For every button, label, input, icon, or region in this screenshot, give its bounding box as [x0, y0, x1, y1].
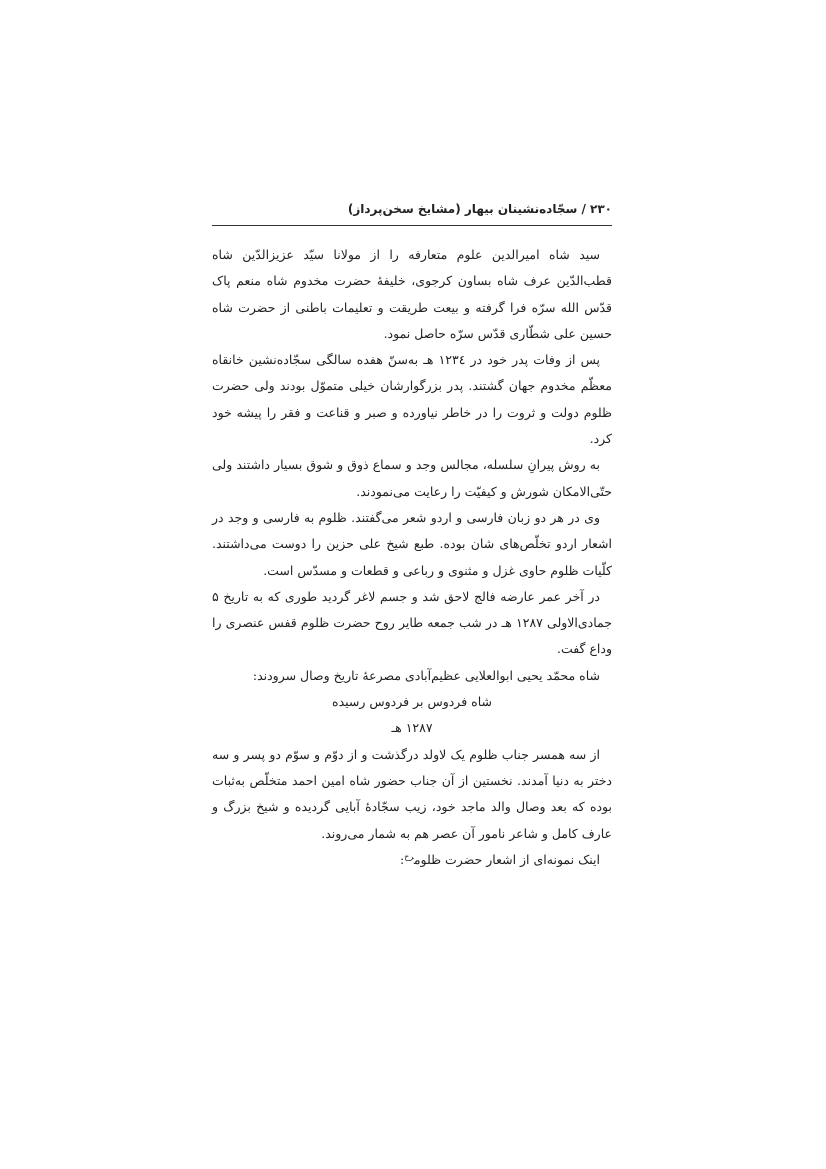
paragraph: به روش پیرانِ سلسله، مجالس وجد و سماع ذوق و شوق بسیار داشتند ولی حتّی‌الامکان شورش و کیفیّت را رعایت می‌نمودند. — [212, 457, 612, 499]
honorific-superscript: رح — [404, 851, 414, 861]
paragraph: از سه همسر جناب ظلوم یک لاولد درگذشت و از دوّم و سوّم دو پسر و سه دختر به دنیا آمدند. نخستین از آن جناب حضور شاه امین احمد متخلّص به‌ثبات بوده که بعد وصال والد ماجد خود، زیب سجّادهٔ آبایی گردیده و شیخ بزرگ و عارف کامل و شاعر نامور آن عصر هم به شمار می‌روند. — [212, 746, 612, 841]
paragraph: در آخر عمر عارضه فالج لاحق شد و جسم لاغر گردید طوری که به تاریخ ۵ جمادی‌الاولی ۱۲۸۷ هـ در شب جمعه طایر روح حضرت ظلوم قفس عنصری را وداع گفت. — [212, 588, 612, 657]
paragraph: شاه محمّد یحیی ابوالعلایی عظیم‌آبادی مصرعهٔ تاریخ وصال سرودند: — [252, 667, 600, 683]
closing-line — [212, 847, 612, 873]
body-text — [212, 242, 612, 873]
closing-text: اینک نمونه‌ای از اشعار حضرت ظلوم — [413, 851, 600, 867]
verse-line: شاه فردوس بر فردوس رسیده — [332, 694, 492, 710]
running-head: ۲۳۰ / سجّاده‌نشینان بیهار (مشایخ سخن‌پرداز) — [212, 200, 612, 226]
paragraph: وی در هر دو زبان فارسی و اردو شعر می‌گفتند. ظلوم به فارسی و وجد در اشعار اردو تخلّص‌های شان بوده. طبع شیخ علی حزین را دوست می‌داشتند. کلّیات ظلوم حاوی غزل و مثنوی و رباعی و قطعات و مسدّس است. — [212, 509, 612, 578]
closing-colon: : — [400, 851, 405, 867]
paragraph: سید شاه امیرالدین علوم متعارفه را از مولانا سیّد عزیزالدّین شاه قطب‌الدّین عرف شاه بساون کرجوی، خلیفهٔ حضرت مخدوم شاه منعم پاک قدّس الله سرّه فرا گرفته و بیعت طریقت و تعلیمات باطنی از حضرت شاه حسین علی شطّاری قدّس سرّه حاصل نمود. — [212, 247, 612, 341]
paragraph: پس از وفات پدر خود در ۱۲۳٤ هـ به‌سنّ هفده سالگی سجّاده‌نشین خانقاه معظّم مخدوم جهان گشتند. پدر بزرگوارشان خیلی متموّل بودند ولی حضرت ظلوم دولت و ثروت را در خاطر نیاورده و صبر و قناعت و فقر را پیشه خود کرد. — [212, 352, 612, 447]
book-page — [212, 200, 612, 873]
verse-year: ۱۲۸۷ هـ — [391, 720, 433, 736]
